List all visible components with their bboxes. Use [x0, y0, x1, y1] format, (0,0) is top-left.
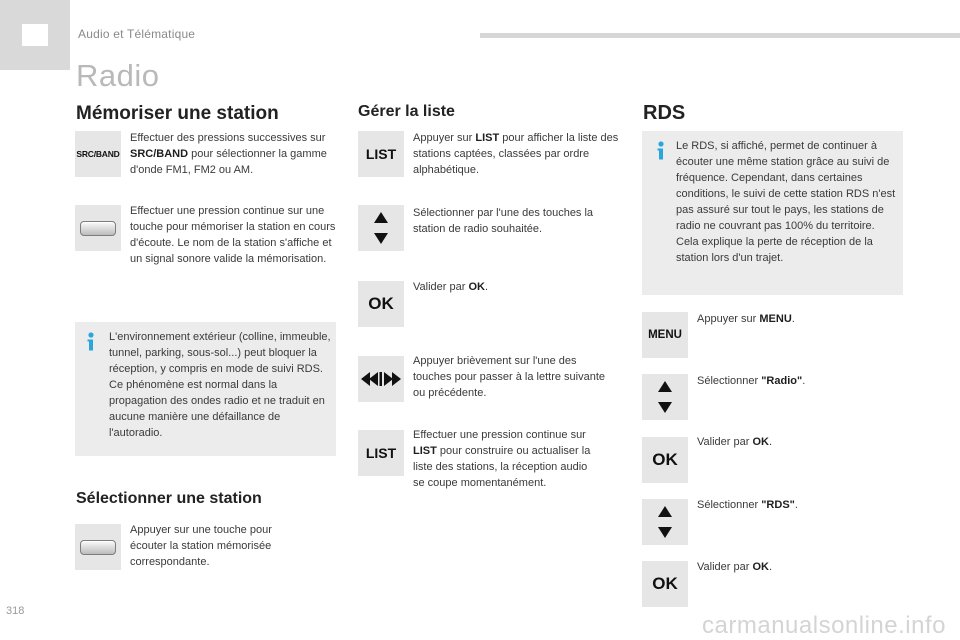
- rds-step1-text: [697, 311, 897, 327]
- memoriser-step1-text: [130, 130, 340, 178]
- rds-note-box: [642, 131, 903, 295]
- heading-memoriser: Mémoriser une station: [76, 103, 279, 124]
- seek-arrows-icon: [360, 370, 402, 388]
- heading-rds: RDS: [643, 102, 686, 124]
- up-down-arrows-icon: [655, 378, 675, 416]
- rds-step5-pre: Valider par: [697, 561, 753, 573]
- rds-step5-key: OK: [752, 561, 769, 573]
- rds-step3-text: [697, 434, 897, 450]
- rds-step2-post: .: [802, 375, 806, 387]
- ok-key-tile-rds-2: [642, 561, 688, 607]
- rds-step4-post: .: [794, 499, 798, 511]
- updown-key-tile-rds-2: [642, 499, 688, 545]
- ok-key-label: OK: [368, 294, 394, 313]
- gerer-step1-post: pour afficher la liste des stations captées, classées par ordre alphabétique.: [413, 132, 619, 176]
- ok-key-tile: [358, 281, 404, 327]
- rds-step2-value: "Radio": [761, 375, 803, 387]
- triangle-down-icon: [658, 527, 672, 538]
- rds-step2-pre: Sélectionner: [697, 375, 762, 387]
- gerer-step3-post: .: [484, 281, 488, 293]
- preset-button-icon: [80, 221, 116, 236]
- triangle-up-icon: [658, 506, 672, 517]
- rds-note-text: Le RDS, si affiché, permet de continuer à écouter une même station grâce au suivi de fréquence. Cependant, dans certaines conditions, le suivi de cette station RDS n'est pas assuré sur tout le pays, les stations de radio ne couvrant pas 100% du territoire. Cela explique la perte de réception de la station lors d'un trajet.: [676, 140, 896, 264]
- page-number: 318: [6, 605, 25, 617]
- heading-gerer-liste: Gérer la liste: [358, 103, 455, 120]
- memoriser-step1-pre: Effectuer des pressions successives sur: [130, 132, 326, 144]
- rds-step1-key: MENU: [759, 313, 792, 325]
- gerer-step3-key: OK: [468, 281, 485, 293]
- list-key-tile-2: [358, 430, 404, 476]
- rds-step5-post: .: [768, 561, 772, 573]
- seek-back-icon: [361, 372, 370, 386]
- gerer-step5-post: pour construire ou actualiser la liste des stations, la réception audio se coupe momentanément.: [413, 445, 591, 489]
- rds-step5-text: [697, 559, 897, 575]
- preset-button-icon: [80, 540, 116, 555]
- gerer-step5-key: LIST: [413, 445, 437, 457]
- memoriser-step1-post: pour sélectionner la gamme d'onde FM1, FM2 ou AM.: [130, 148, 327, 176]
- gerer-step1-key: LIST: [475, 132, 500, 144]
- rds-step4-text: [697, 497, 897, 513]
- header-corner-block: [0, 0, 70, 70]
- gerer-step5-text: [413, 427, 593, 491]
- rds-step2-text: [697, 373, 897, 389]
- rds-step3-post: .: [768, 436, 772, 448]
- memoriser-step2-text: Effectuer une pression continue sur une touche pour mémoriser la station en cours d'écoute. Le nom de la station s'affiche et un signal sonore valide la mémorisation.: [130, 205, 336, 265]
- gerer-step5-pre: Effectuer une pression continue sur: [413, 429, 586, 441]
- rds-step4-value: "RDS": [761, 499, 795, 511]
- rds-step1-post: .: [791, 313, 795, 325]
- header-rule: [480, 33, 960, 38]
- preset-key-tile: [75, 205, 121, 251]
- rds-step3-key: OK: [752, 436, 769, 448]
- preset-key-tile-select: [75, 524, 121, 570]
- rds-step1-pre: Appuyer sur: [697, 313, 760, 325]
- gerer-step1-text: [413, 130, 623, 178]
- menu-key-tile: [642, 312, 688, 358]
- srcband-key-tile: [75, 131, 121, 177]
- up-down-arrows-icon: [371, 209, 391, 247]
- list-key-tile: [358, 131, 404, 177]
- updown-key-tile-rds-1: [642, 374, 688, 420]
- gerer-step3-pre: Valider par: [413, 281, 469, 293]
- memoriser-note-text: L'environnement extérieur (colline, immeuble, tunnel, parking, sous-sol...) peut bloquer la réception, y compris en mode de suivi RDS. Ce phénomène est normal dans la propagation des ondes radio et ne traduit en aucune manière une défaillance de l'autoradio.: [109, 331, 331, 439]
- updown-key-tile: [358, 205, 404, 251]
- triangle-up-icon: [374, 212, 388, 223]
- gerer-step3-text: [413, 279, 613, 295]
- list-key-label-2: LIST: [365, 445, 397, 461]
- ok-key-label: OK: [652, 450, 678, 469]
- ok-key-tile-rds-1: [642, 437, 688, 483]
- ok-key-label: OK: [652, 574, 678, 593]
- info-icon: [656, 141, 666, 161]
- section-label: Audio et Télématique: [78, 27, 196, 41]
- srcband-key-label: SRC/BAND: [76, 149, 120, 159]
- heading-selectionner: Sélectionner une station: [76, 490, 262, 507]
- seek-key-tile: [358, 356, 404, 402]
- rds-step4-pre: Sélectionner: [697, 499, 762, 511]
- triangle-up-icon: [658, 381, 672, 392]
- info-icon: [86, 332, 96, 352]
- triangle-down-icon: [658, 402, 672, 413]
- list-key-label: LIST: [365, 146, 397, 162]
- watermark: carmanualsonline.info: [702, 612, 946, 639]
- page-title: Radio: [76, 58, 160, 93]
- triangle-down-icon: [374, 233, 388, 244]
- up-down-arrows-icon: [655, 503, 675, 541]
- seek-forward-icon: [384, 372, 393, 386]
- gerer-step1-pre: Appuyer sur: [413, 132, 476, 144]
- memoriser-step1-key: SRC/BAND: [130, 148, 189, 160]
- gerer-step2-text: Sélectionner par l'une des touches la station de radio souhaitée.: [413, 207, 594, 235]
- selectionner-step1-text: Appuyer sur une touche pour écouter la station mémorisée correspondante.: [130, 524, 272, 568]
- menu-key-label: MENU: [648, 329, 682, 341]
- rds-step3-pre: Valider par: [697, 436, 753, 448]
- gerer-step4-text: Appuyer brièvement sur l'une des touches pour passer à la lettre suivante ou précédente.: [413, 355, 606, 399]
- memoriser-note-box: [75, 322, 336, 456]
- header-corner-square: [22, 24, 48, 46]
